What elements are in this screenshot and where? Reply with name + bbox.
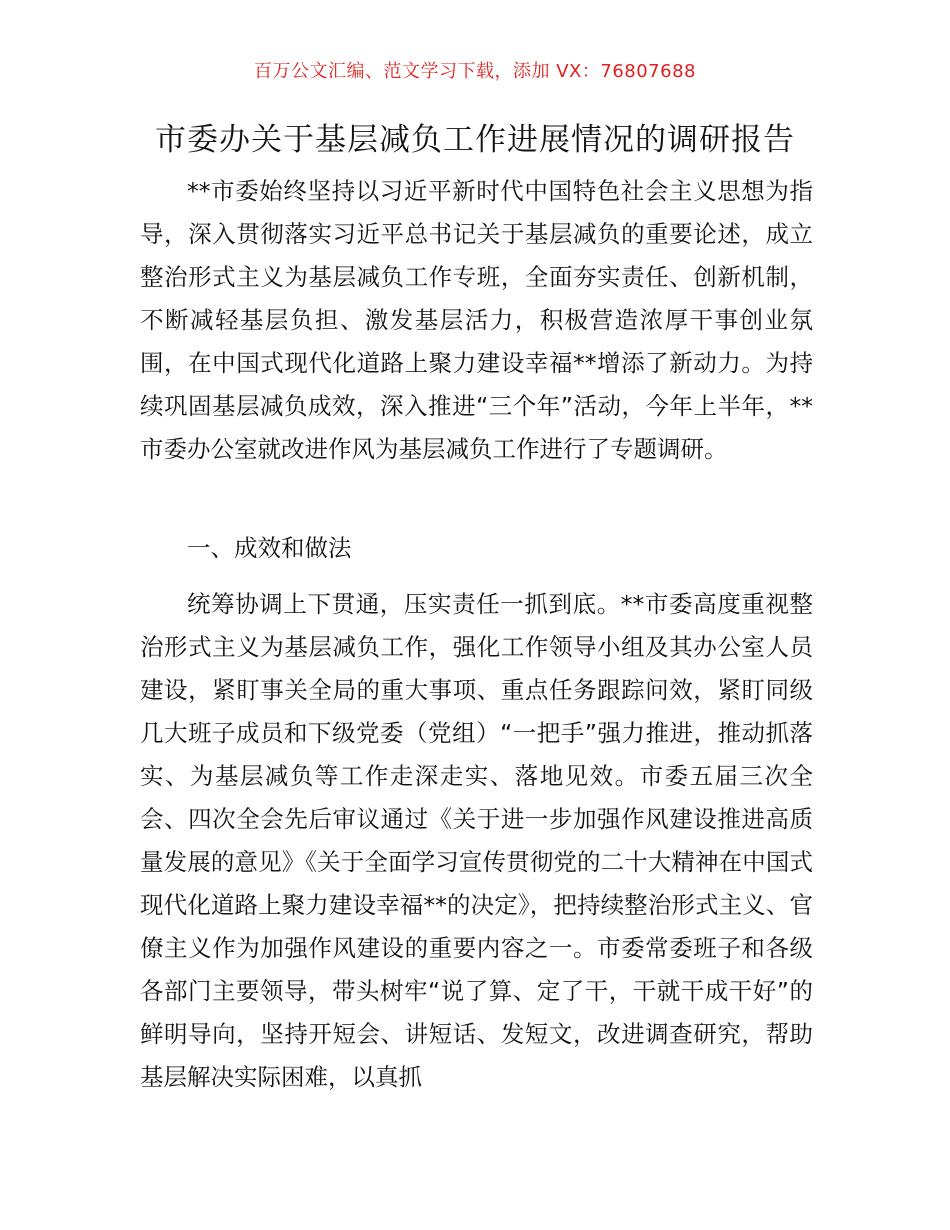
intro-paragraph: **市委始终坚持以习近平新时代中国特色社会主义思想为指导，深入贯彻落实习近平总书记关于基层减负的重要论述，成立整治形式主义为基层减负工作专班，全面夯实责任、创新机制，不断减轻基层负担、激发基层活力，积极营造浓厚干事创业氛围，在中国式现代化道路上聚力建设幸福**增添了新动力。为持续巩固基层减负成效，深入推进“三个年”活动，今年上半年，**市委办公室就改进作风为基层减负工作进行了专题调研。 — [140, 177, 813, 463]
section-heading: 一、成效和做法 — [187, 534, 352, 562]
header-banner: 百万公文汇编、范文学习下载，添加 VX：76807688 — [254, 61, 696, 82]
section-body-paragraph: 统筹协调上下贯通，压实责任一抓到底。**市委高度重视整治形式主义为基层减负工作，强化工作领导小组及其办公室人员建设，紧盯事关全局的重大事项、重点任务跟踪问效，紧盯同级几大班子成员和下级党委（党组）“一把手”强力推进，推动抓落实、为基层减负等工作走深走实、落地见效。市委五届三次全会、四次全会先后审议通过《关于进一步加强作风建设推进高质量发展的意见》《关于全面学习宣传贯彻党的二十大精神在中国式现代化道路上聚力建设幸福**的决定》，把持续整治形式主义、官僚主义作为加强作风建设的重要内容之一。市委常委班子和各级各部门主要领导，带头树牢“说了算、定了干，干就干成干好”的鲜明导向，坚持开短会、讲短话、发短文，改进调查研究，帮助基层解决实际困难，以真抓 — [140, 590, 813, 1091]
document-title: 市委办关于基层减负工作进展情况的调研报告 — [155, 122, 795, 158]
